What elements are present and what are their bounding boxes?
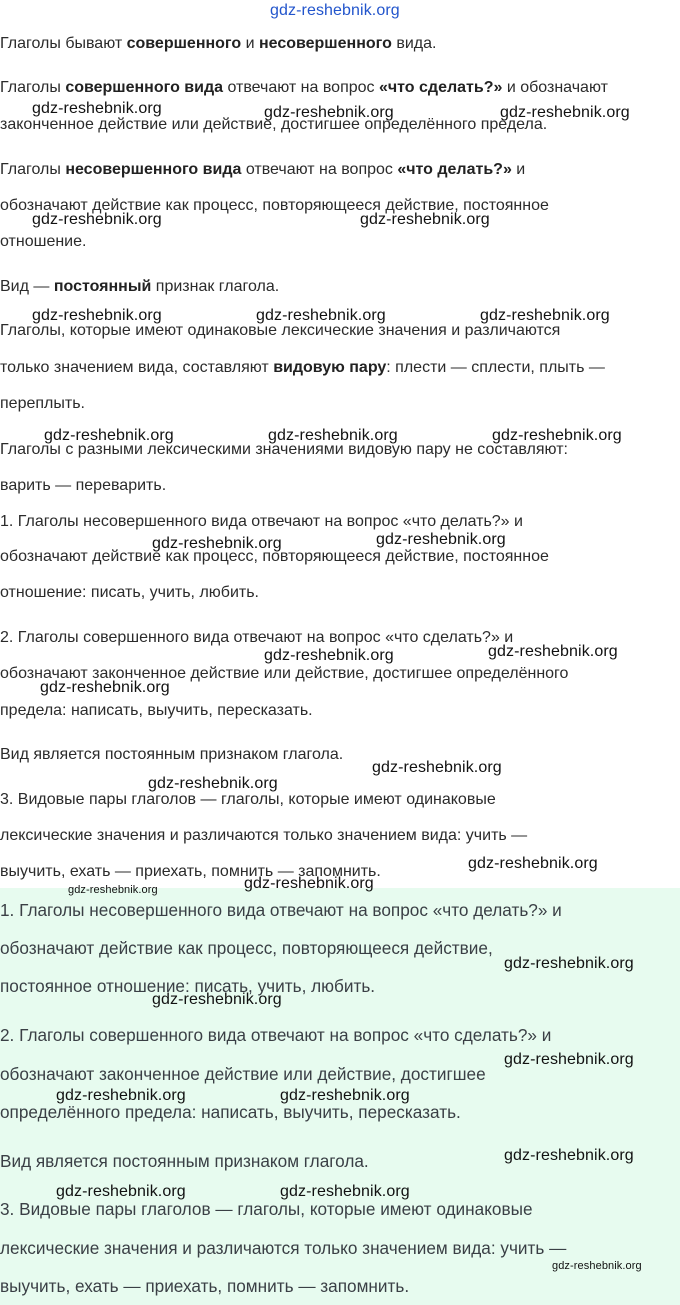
theory-p3-line3: отношение. [0, 233, 87, 250]
theory-p5-line3: переплыть. [0, 395, 85, 412]
watermark: gdz-reshebnik.org [152, 535, 282, 552]
watermark: gdz-reshebnik.org [32, 211, 162, 228]
answer-highlight-line: 3. Видовые пары глаголов — глаголы, которые имеют одинаковые [0, 1199, 533, 1219]
answer-highlight-line: лексические значения и различаются только значением вида: учить — [0, 1238, 567, 1258]
watermark: gdz-reshebnik.org [280, 1183, 410, 1200]
watermark: gdz-reshebnik.org [56, 1087, 186, 1104]
watermark: gdz-reshebnik.org [148, 775, 278, 792]
watermark: gdz-reshebnik.org [468, 855, 598, 872]
watermark: gdz-reshebnik.org [268, 427, 398, 444]
answer-highlight-line: Вид является постоянным признаком глагола. [0, 1151, 369, 1171]
theory-p3-line1: Глаголы несовершенного вида отвечают на вопрос «что делать?» и [0, 161, 526, 178]
theory-p3-line2: обозначают действие как процесс, повторяющееся действие, постоянное [0, 197, 549, 214]
watermark: gdz-reshebnik.org [56, 1183, 186, 1200]
answer-plain-line: 3. Видовые пары глаголов — глаголы, которые имеют одинаковые [0, 791, 496, 808]
watermark: gdz-reshebnik.org [280, 1087, 410, 1104]
theory-p1: Глаголы бывают совершенного и несовершенного вида. [0, 35, 437, 52]
answer-plain-line: отношение: писать, учить, любить. [0, 584, 259, 601]
answer-highlight-line: обозначают законченное действие или действие, достигшее [0, 1064, 486, 1084]
answer-plain-line: 2. Глаголы совершенного вида отвечают на вопрос «что сделать?» и [0, 629, 514, 646]
watermark: gdz-reshebnik.org [504, 955, 634, 972]
answer-plain-line: лексические значения и различаются только значением вида: учить — [0, 827, 528, 844]
watermark: gdz-reshebnik.org [360, 211, 490, 228]
answer-plain-line: 1. Глаголы несовершенного вида отвечают на вопрос «что делать?» и [0, 513, 523, 530]
watermark: gdz-reshebnik.org [504, 1051, 634, 1068]
theory-p2-line1: Глаголы совершенного вида отвечают на вопрос «что сделать?» и обозначают [0, 79, 608, 96]
theory-p5-line2: только значением вида, составляют видовую пару: плести — сплести, плыть — [0, 359, 605, 376]
theory-p6-line1: Глаголы с разными лексическими значениями видовую пару не составляют: [0, 441, 568, 458]
watermark-top: gdz-reshebnik.org [270, 2, 400, 19]
watermark: gdz-reshebnik.org [372, 759, 502, 776]
answer-highlight-line: обозначают действие как процесс, повторяющееся действие, [0, 938, 493, 958]
watermark: gdz-reshebnik.org [492, 427, 622, 444]
theory-p6-line2: варить — переварить. [0, 477, 167, 494]
watermark: gdz-reshebnik.org [244, 875, 374, 892]
watermark: gdz-reshebnik.org [40, 679, 170, 696]
watermark: gdz-reshebnik.org [552, 1260, 642, 1272]
watermark: gdz-reshebnik.org [376, 531, 506, 548]
watermark: gdz-reshebnik.org [32, 100, 162, 117]
theory-p5-line1: Глаголы, которые имеют одинаковые лексические значения и различаются [0, 322, 561, 339]
answer-plain-line: обозначают законченное действие или действие, достигшее определённого [0, 665, 569, 682]
answer-plain-line: предела: написать, выучить, пересказать. [0, 702, 313, 719]
answer-highlight-line: постоянное отношение: писать, учить, любить. [0, 976, 376, 996]
answer-highlight-line: определённого предела: написать, выучить, пересказать. [0, 1102, 461, 1122]
watermark: gdz-reshebnik.org [68, 884, 158, 896]
watermark: gdz-reshebnik.org [44, 427, 174, 444]
watermark: gdz-reshebnik.org [264, 104, 394, 121]
answer-highlight-line: 2. Глаголы совершенного вида отвечают на вопрос «что сделать?» и [0, 1025, 552, 1045]
watermark: gdz-reshebnik.org [488, 643, 618, 660]
theory-p4: Вид — постоянный признак глагола. [0, 278, 280, 295]
watermark: gdz-reshebnik.org [264, 647, 394, 664]
answer-highlight-line: выучить, ехать — приехать, помнить — запомнить. [0, 1276, 410, 1296]
watermark: gdz-reshebnik.org [500, 104, 630, 121]
answer-highlight-line: 1. Глаголы несовершенного вида отвечают на вопрос «что делать?» и [0, 900, 562, 920]
theory-p2-line2: законченное действие или действие, достигшее определённого предела. [0, 116, 548, 133]
watermark: gdz-reshebnik.org [152, 991, 282, 1008]
answer-plain-line: обозначают действие как процесс, повторяющееся действие, постоянное [0, 548, 549, 565]
answer-plain-line: выучить, ехать — приехать, помнить — запомнить. [0, 863, 381, 880]
answer-plain-line: Вид является постоянным признаком глагола. [0, 746, 344, 763]
watermark: gdz-reshebnik.org [32, 307, 162, 324]
watermark: gdz-reshebnik.org [256, 307, 386, 324]
watermark: gdz-reshebnik.org [480, 307, 610, 324]
watermark: gdz-reshebnik.org [504, 1147, 634, 1164]
